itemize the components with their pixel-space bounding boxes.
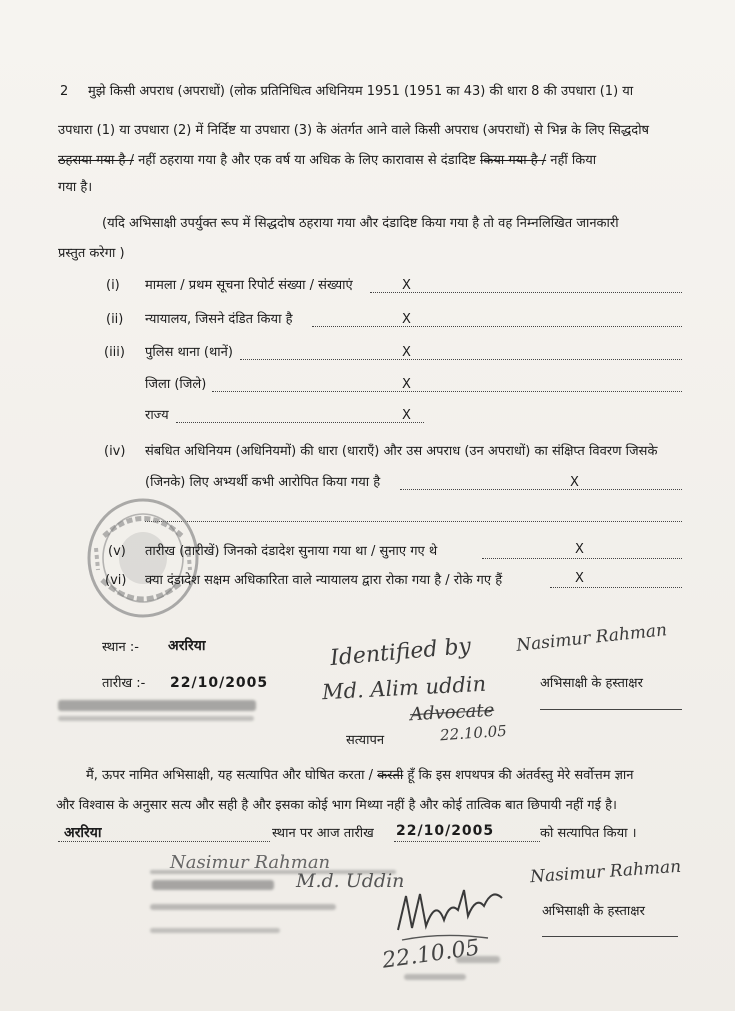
section2-line3-mid: नहीं ठहराया गया है और एक वर्ष या अधिक के लिए कारावास से दंडादिष्ट	[138, 153, 476, 168]
faded-stamp-line	[58, 700, 256, 711]
deponent-signature-label: अभिसाक्षी के हस्ताक्षर	[540, 676, 643, 691]
item-i-number: (i)	[106, 278, 120, 293]
item-iii-field	[240, 359, 682, 360]
handwritten-identified: Identified by	[329, 633, 472, 672]
section2-line2: उपधारा (1) या उपधारा (2) में निर्दिष्ट या उपधारा (3) के अंतर्गत आने वाले किसी अपराध (अपराधों) से भिन्न के लिए सिद्धदोष	[58, 123, 650, 138]
item-ii-label: न्यायालय, जिसने दंडित किया है	[145, 312, 293, 327]
verification-strike: करती	[377, 768, 404, 783]
verification-date: 22/10/2005	[396, 823, 495, 839]
place-value: अररिया	[168, 638, 206, 654]
item-iv-line1: संबधित अधिनियम (अधिनियमों) की धारा (धाराएँ) और उस अपराध (उन अपराधों) का संक्षिप्त विवरण जिसके	[145, 444, 658, 459]
item-iv-value: X	[570, 475, 579, 490]
item-v-field	[482, 558, 682, 559]
item-iv-number: (iv)	[104, 444, 126, 459]
district-field	[212, 391, 682, 392]
struck-text-b: किया गया है /	[479, 153, 547, 168]
section2-line3	[58, 153, 596, 169]
state-label: राज्य	[145, 408, 169, 423]
verification-line2: और विश्वास के अनुसार सत्य और सही है और इसका कोई भाग मिथ्या नहीं है और कोई तात्विक बात छिपायी नहीं गई है।	[56, 798, 617, 813]
verification-line1-a: मैं, ऊपर नामित अभिसाक्षी, यह सत्यापित और घोषित करता /	[86, 768, 374, 783]
faded-stamp-line	[456, 956, 500, 963]
date-label: तारीख :-	[102, 676, 146, 691]
state-value: X	[402, 408, 411, 423]
item-v-value: X	[575, 542, 584, 557]
item-vi-label: क्या दंडादेश सक्षम अधिकारिता वाले न्यायालय द्वारा रोका गया है / रोके गए हैं	[145, 573, 503, 588]
verification-date-field	[394, 841, 540, 842]
signature-line	[540, 709, 682, 710]
item-vi-field	[550, 587, 682, 588]
item-vi-number: (vi)	[105, 573, 127, 588]
signature-line-bottom	[542, 936, 678, 937]
deponent-signature: Nasimur Rahman	[515, 620, 668, 656]
faded-stamp-line	[152, 880, 274, 890]
item-iv-line2: (जिनके) लिए अभ्यर्थी कभी आरोपित किया गया है	[145, 475, 381, 490]
section-number: 2	[60, 84, 69, 99]
date-value: 22/10/2005	[170, 675, 269, 691]
place-label: स्थान :-	[102, 640, 139, 655]
intro-line2: प्रस्तुत करेगा )	[58, 246, 125, 261]
item-i-value: X	[402, 278, 411, 293]
item-ii-field	[312, 326, 682, 327]
item-iii-number: (iii)	[104, 345, 125, 360]
verification-mid: स्थान पर आज तारीख	[272, 826, 374, 841]
deponent-signature-bottom: Nasimur Rahman	[529, 856, 682, 888]
item-i-label: मामला / प्रथम सूचना रिपोर्ट संख्या / संख्याएं	[145, 278, 353, 293]
intro-line1: (यदि अभिसाक्षी उपर्युक्त रूप में सिद्धदोष ठहराया गया और दंडादिष्ट किया गया है तो वह निम्नलिखित जानकारी	[102, 216, 619, 231]
section2-line1: मुझे किसी अपराध (अपराधों) (लोक प्रतिनिधित्व अधिनियम 1951 (1951 का 43) की धारा 8 की उपधारा (1) या	[88, 84, 634, 99]
section2-line4: गया है।	[58, 180, 93, 195]
verification-place-field	[58, 841, 270, 842]
verification-line1	[86, 768, 634, 784]
item-iii-label: पुलिस थाना (थानें)	[145, 345, 233, 360]
handwritten-advocate: Advocate	[409, 699, 495, 726]
verification-line1-b: हूँ कि इस शपथपत्र की अंतर्वस्तु मेरे सर्वोत्तम ज्ञान	[407, 768, 634, 783]
notary-handwritten-by: M.d. Uddin	[296, 870, 405, 892]
item-iv-field	[400, 489, 682, 490]
faded-stamp-line	[404, 974, 466, 980]
item-ii-value: X	[402, 312, 411, 327]
faded-stamp-line	[150, 904, 336, 910]
item-vi-value: X	[575, 571, 584, 586]
faded-stamp-line	[58, 716, 254, 721]
struck-text-a: ठहराया गया है /	[58, 153, 134, 168]
notary-handwritten-name: Nasimur Rahman	[170, 852, 331, 873]
verification-title: सत्यापन	[346, 733, 385, 748]
faded-stamp-line	[150, 928, 280, 933]
section2-line3-end: नहीं किया	[550, 153, 597, 168]
item-iv-field-2	[145, 521, 682, 522]
item-v-number: (v)	[108, 544, 126, 559]
verification-place: अररिया	[64, 825, 102, 841]
handwritten-date: 22.10.05	[439, 721, 508, 745]
handwritten-advocate-name: Md. Alim uddin	[321, 671, 487, 705]
item-ii-number: (ii)	[106, 312, 124, 327]
district-label: जिला (जिले)	[145, 377, 207, 392]
notary-handwritten-date: 22.10.05	[380, 935, 482, 974]
verification-end: को सत्यापित किया ।	[540, 826, 637, 841]
item-i-field	[370, 292, 682, 293]
item-iii-value: X	[402, 345, 411, 360]
deponent-signature-label-bottom: अभिसाक्षी के हस्ताक्षर	[542, 904, 645, 919]
item-v-label: तारीख (तारीखें) जिनको दंडादेश सुनाया गया था / सुनाए गए थे	[145, 544, 438, 559]
district-value: X	[402, 377, 411, 392]
state-field	[176, 422, 424, 423]
